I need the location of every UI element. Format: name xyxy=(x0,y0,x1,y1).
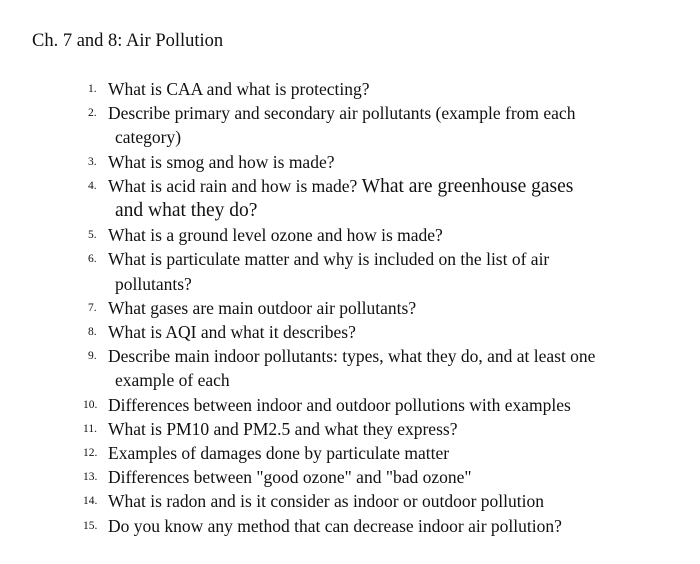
question-text: What is acid rain and how is made? What are greenhouse gases and what they do? xyxy=(108,175,574,222)
question-item xyxy=(83,489,688,513)
question-item xyxy=(83,393,688,417)
question-number: 6. xyxy=(88,253,97,266)
question-text: Differences between indoor and outdoor pollutions with examples xyxy=(108,394,571,415)
question-text: What is PM10 and PM2.5 and what they express? xyxy=(108,418,458,439)
question-text: What gases are main outdoor air pollutants? xyxy=(108,297,417,318)
question-item xyxy=(88,320,688,344)
question-item xyxy=(88,296,688,320)
question-item xyxy=(88,344,688,392)
question-number: 11. xyxy=(83,422,97,435)
question-number: 15. xyxy=(83,519,98,532)
question-text: Differences between "good ozone" and "bad ozone" xyxy=(108,467,472,488)
question-item xyxy=(83,514,688,538)
question-text: What is particulate matter and why is included on the list of air pollutants? xyxy=(108,249,550,294)
question-number: 13. xyxy=(83,471,98,484)
question-text: Do you know any method that can decrease indoor air pollution? xyxy=(108,515,562,536)
question-number: 4. xyxy=(88,179,97,192)
question-text: What is AQI and what it describes? xyxy=(108,322,356,343)
question-item xyxy=(88,247,688,295)
question-number: 7. xyxy=(88,301,97,314)
question-text: What is smog and how is made? xyxy=(108,151,335,172)
question-item xyxy=(88,150,688,174)
page-title: Ch. 7 and 8: Air Pollution xyxy=(32,31,224,51)
question-item xyxy=(88,77,688,101)
question-text: Describe main indoor pollutants: types, what they do, and at least one example of each xyxy=(108,346,596,391)
question-list xyxy=(83,77,688,538)
question-number: 3. xyxy=(88,155,97,168)
question-number: 14. xyxy=(83,495,98,508)
question-item xyxy=(83,441,688,465)
question-item xyxy=(88,174,688,223)
question-text: Examples of damages done by particulate matter xyxy=(108,443,450,464)
question-number: 12. xyxy=(83,447,98,460)
question-text: What is a ground level ozone and how is made? xyxy=(108,225,443,246)
question-item xyxy=(83,465,688,489)
question-number: 10. xyxy=(83,398,98,411)
question-item xyxy=(88,101,688,149)
question-text: What is CAA and what is protecting? xyxy=(108,79,370,99)
question-text: What is radon and is it consider as indoor or outdoor pollution xyxy=(108,491,544,512)
question-text: Describe primary and secondary air pollutants (example from each category) xyxy=(108,103,576,148)
question-number: 2. xyxy=(88,107,97,120)
question-number: 1. xyxy=(88,83,97,95)
question-number: 9. xyxy=(88,350,97,363)
question-item xyxy=(88,223,688,247)
question-item xyxy=(83,417,688,441)
question-number: 5. xyxy=(88,229,97,242)
question-number: 8. xyxy=(88,326,97,339)
